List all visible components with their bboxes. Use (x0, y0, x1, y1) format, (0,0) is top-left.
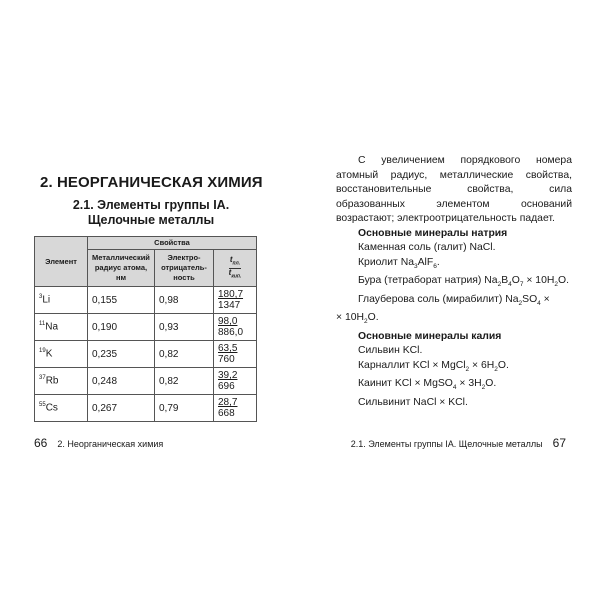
mineral-item: Каинит KCl × MgSO$_4$ × $3H_2O$. (358, 378, 497, 392)
section-title-line1: 2.1. Элементы группы IA. (72, 198, 230, 212)
element-cell: $^{11}$Na (35, 314, 88, 341)
table-row (35, 314, 257, 341)
section-title-line2: Щелочные металлы (87, 213, 215, 227)
running-head-left: 2. Неорганическая химия (57, 439, 164, 449)
header-electronegativity: Электро-отрицатель-ность (155, 250, 214, 287)
mineral-item: Карналлит KCl × MgCl$_2$ × $6H_2O$. (358, 359, 509, 373)
radius-cell: 0,235 (88, 341, 155, 368)
potassium-minerals-heading: Основные минералы калия (358, 330, 502, 342)
table-row (35, 368, 257, 395)
right-page (300, 0, 600, 600)
electronegativity-cell: 0,93 (155, 314, 214, 341)
element-cell: $^{19}$K (35, 341, 88, 368)
radius-cell: 0,267 (88, 395, 155, 422)
table-row (35, 395, 257, 422)
section-title (40, 198, 262, 228)
page-number-right: 67 (552, 436, 566, 450)
temperature-cell: 98,0 886,0 (214, 314, 257, 341)
alkali-metals-table (34, 236, 257, 422)
table-row (35, 287, 257, 314)
body-text (336, 154, 572, 410)
radius-cell: 0,190 (88, 314, 155, 341)
header-element: Элемент (35, 237, 88, 287)
footer-right (351, 436, 566, 450)
header-radius: Металлический радиус атома, нм (88, 250, 155, 287)
electronegativity-cell: 0,98 (155, 287, 214, 314)
temperature-cell: 39,2 696 (214, 368, 257, 395)
electronegativity-cell: 0,82 (155, 368, 214, 395)
mineral-item: Сильвинит NaCl × KCl. (358, 396, 468, 408)
running-head-right: 2.1. Элементы группы IA. Щелочные металлы (350, 439, 543, 449)
temperature-cell: 28,7 668 (214, 395, 257, 422)
element-cell: $^3$Li (35, 287, 88, 314)
mineral-item: Бура (тетраборат натрия) $Na_2B_4O_7 \times 10H_2O$. (358, 275, 569, 289)
mineral-item: Каменная соль (галит) NaCl. (358, 242, 496, 253)
electronegativity-cell: 0,82 (155, 341, 214, 368)
temperature-cell: 63,5 760 (214, 341, 257, 368)
mineral-item-continuation: × $10H_2O$. (336, 312, 379, 326)
header-properties: Свойства (88, 237, 257, 250)
header-temperature (214, 250, 257, 287)
mineral-item: Криолит $Na_3AlF_6$. (358, 256, 440, 270)
page-number-left: 66 (34, 436, 48, 450)
radius-cell: 0,248 (88, 368, 155, 395)
temperature-cell: 180,7 1347 (214, 287, 257, 314)
temperature-fraction: $\frac{t_{пл.}}{t_{кип.}}$ (228, 254, 242, 280)
chapter-title: 2. НЕОРГАНИЧЕСКАЯ ХИМИЯ (40, 174, 263, 191)
intro-paragraph: С увеличением порядкового номера атомный радиус, металлические свойства, восстановительные свойства, сила образованных элементом оснований возрастают; электроотрицательность падает. (336, 155, 572, 224)
element-cell: $^{37}$Rb (35, 368, 88, 395)
footer-left (34, 436, 163, 450)
electronegativity-cell: 0,79 (155, 395, 214, 422)
radius-cell: 0,155 (88, 287, 155, 314)
mineral-item: Сильвин KCl. (358, 345, 423, 357)
mineral-item: Глауберова соль (мирабилит) $Na_2SO_4$ × (358, 293, 550, 307)
element-cell: $^{55}$Cs (35, 395, 88, 422)
sodium-minerals-heading: Основные минералы натрия (358, 227, 508, 239)
table-row (35, 341, 257, 368)
